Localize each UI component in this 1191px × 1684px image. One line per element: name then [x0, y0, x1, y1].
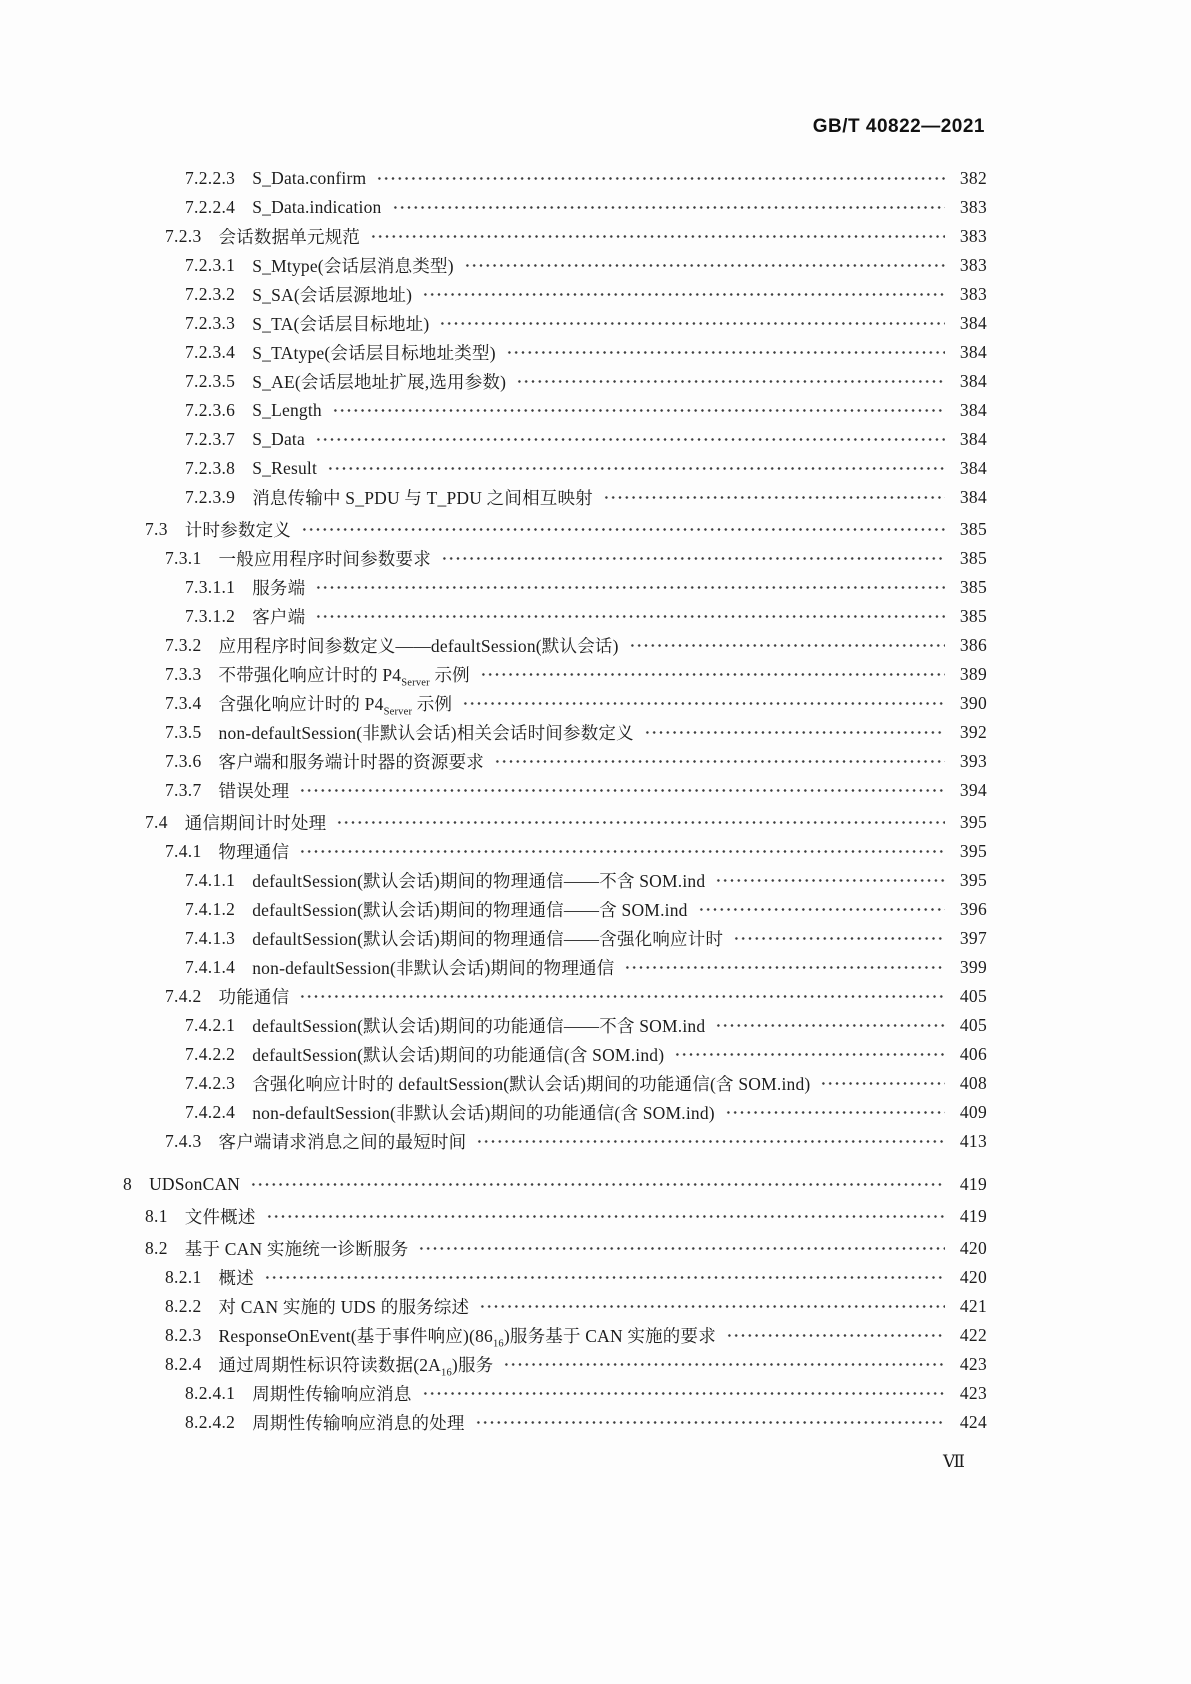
toc-leader-dots [418, 1234, 945, 1263]
toc-number: 7.4.1.1 [185, 870, 236, 890]
toc-page-number: 383 [959, 197, 987, 217]
toc-number: 8.1 [145, 1206, 168, 1226]
toc-page-number: 395 [959, 812, 987, 832]
toc-row [123, 396, 987, 425]
toc-number: 7.4.2.2 [185, 1044, 236, 1064]
toc-title: S_Data.indication [252, 197, 382, 217]
toc-row [123, 544, 987, 573]
toc-row [123, 776, 987, 805]
toc-page-number: 384 [959, 458, 987, 478]
toc-title: 功能通信 [218, 987, 290, 1007]
toc-page-number: 422 [959, 1325, 987, 1345]
toc-number: 7.3 [145, 519, 168, 539]
toc-row [123, 1263, 987, 1292]
toc-leader-dots [479, 1292, 945, 1321]
toc-row [123, 953, 987, 982]
toc-page-number: 384 [959, 342, 987, 362]
toc-page-number: 405 [959, 1015, 987, 1035]
toc-leader-dots [422, 280, 945, 309]
toc-page-number: 413 [959, 1131, 987, 1151]
toc-number: 7.4.1.2 [185, 899, 236, 919]
toc-title: 消息传输中 S_PDU 与 T_PDU 之间相互映射 [252, 488, 593, 508]
toc-page-number: 419 [959, 1206, 987, 1226]
toc-row [123, 515, 987, 544]
toc-row [123, 1040, 987, 1069]
toc-title: defaultSession(默认会话)期间的物理通信——含强化响应计时 [252, 929, 724, 949]
toc-leader-dots [475, 1408, 945, 1437]
toc-row [123, 808, 987, 837]
toc-row [123, 1202, 987, 1231]
toc-row [123, 222, 987, 251]
toc-row [123, 895, 987, 924]
toc-leader-dots [439, 309, 945, 338]
toc-page-number: 390 [959, 693, 987, 713]
toc-leader-dots [698, 895, 945, 924]
toc-leader-dots [674, 1040, 945, 1069]
toc-leader-dots [332, 396, 945, 425]
toc-page-number: 383 [959, 226, 987, 246]
toc-number: 7.4.2.1 [185, 1015, 236, 1035]
toc-row [123, 1127, 987, 1156]
toc-row [123, 193, 987, 222]
toc-leader-dots [820, 1069, 945, 1098]
toc-number: 7.2.2.3 [185, 168, 236, 188]
toc-number: 7.4.3 [165, 1131, 202, 1151]
toc-page-number: 424 [959, 1412, 987, 1432]
toc-title: non-defaultSession(非默认会话)期间的功能通信(含 SOM.ind) [252, 1103, 715, 1123]
toc-row [123, 454, 987, 483]
toc-page-number: 423 [959, 1354, 987, 1374]
toc-title: 周期性传输响应消息 [252, 1384, 412, 1404]
toc-title: 错误处理 [218, 781, 290, 801]
toc-row [123, 631, 987, 660]
toc-page-number: 420 [959, 1267, 987, 1287]
toc-page-number: 384 [959, 371, 987, 391]
toc-number: 7.4.1.3 [185, 928, 236, 948]
toc-number: 7.3.7 [165, 780, 202, 800]
toc-number: 7.2.3.6 [185, 400, 236, 420]
toc-title: S_Data [252, 429, 305, 449]
toc-title: S_Length [252, 400, 322, 420]
toc-page-number: 405 [959, 986, 987, 1006]
toc-leader-dots [516, 367, 945, 396]
toc-row [123, 1321, 987, 1350]
toc-title: 客户端请求消息之间的最短时间 [218, 1132, 467, 1152]
toc-leader-dots [422, 1379, 945, 1408]
toc-row [123, 425, 987, 454]
toc-leader-dots [464, 251, 945, 280]
toc-page-number: 408 [959, 1073, 987, 1093]
toc-leader-dots [733, 924, 945, 953]
toc-title: 一般应用程序时间参数要求 [218, 549, 431, 569]
toc-page-number: 399 [959, 957, 987, 977]
toc-page-number: 383 [959, 255, 987, 275]
toc-title: 周期性传输响应消息的处理 [252, 1413, 465, 1433]
toc-page-number: 385 [959, 606, 987, 626]
toc-title: S_AE(会话层地址扩展,选用参数) [252, 372, 507, 392]
toc-title: 概述 [218, 1268, 254, 1288]
toc-row [123, 309, 987, 338]
toc-title: 通信期间计时处理 [184, 813, 327, 833]
toc-leader-dots [503, 1350, 945, 1379]
toc-title: 会话数据单元规范 [218, 227, 361, 247]
toc-title: 含强化响应计时的 $P4_{Server}$ 示例 [218, 694, 453, 718]
toc-number: 7.3.4 [165, 693, 202, 713]
toc-number: 7.2.2.4 [185, 197, 236, 217]
toc-page-number: 423 [959, 1383, 987, 1403]
toc-number: 7.2.3.7 [185, 429, 236, 449]
toc-page-number: 389 [959, 664, 987, 684]
toc-page-number: 386 [959, 635, 987, 655]
toc-row [123, 1098, 987, 1127]
toc-row [123, 1292, 987, 1321]
toc-title: 客户端 [252, 607, 306, 627]
toc-title: 含强化响应计时的 defaultSession(默认会话)期间的功能通信(含 SOM.ind) [252, 1074, 811, 1094]
toc-number: 7.4.2.4 [185, 1102, 236, 1122]
toc-page-number: 406 [959, 1044, 987, 1064]
toc-leader-dots [603, 483, 945, 512]
toc-title: non-defaultSession(非默认会话)期间的物理通信 [252, 958, 615, 978]
toc-page-number: 382 [959, 168, 987, 188]
toc-number: 8.2.1 [165, 1267, 202, 1287]
toc-row [123, 1408, 987, 1437]
toc-number: 7.3.3 [165, 664, 202, 684]
toc-title: defaultSession(默认会话)期间的功能通信(含 SOM.ind) [252, 1045, 665, 1065]
toc-leader-dots [494, 747, 945, 776]
toc-leader-dots [392, 193, 945, 222]
toc-number: 7.2.3.8 [185, 458, 236, 478]
toc-list [123, 164, 987, 1437]
toc-page-number: 395 [959, 870, 987, 890]
toc-title: UDSonCAN [149, 1174, 241, 1194]
toc-leader-dots [715, 1011, 945, 1040]
toc-number: 8.2 [145, 1238, 168, 1258]
toc-page-number: 395 [959, 841, 987, 861]
toc-title: S_TAtype(会话层目标地址类型) [252, 343, 496, 363]
toc-leader-dots [715, 866, 945, 895]
toc-number: 7.4.2.3 [185, 1073, 236, 1093]
toc-title: S_TA(会话层目标地址) [252, 314, 430, 334]
toc-title: 通过周期性标识符读数据$(2A_{16})$服务 [218, 1355, 494, 1379]
toc-title: 对 CAN 实施的 UDS 的服务综述 [218, 1297, 470, 1317]
toc-number: 7.3.1.2 [185, 606, 236, 626]
toc-row [123, 483, 987, 512]
toc-leader-dots [726, 1321, 945, 1350]
toc-page-number: 385 [959, 577, 987, 597]
toc-title: S_Result [252, 458, 318, 478]
toc-number: 7.3.5 [165, 722, 202, 742]
toc-leader-dots [336, 808, 945, 837]
toc-leader-dots [480, 660, 945, 689]
toc-row [123, 1379, 987, 1408]
toc-row [123, 1350, 987, 1379]
toc-leader-dots [315, 425, 945, 454]
toc-number: 7.3.1.1 [185, 577, 236, 597]
toc-leader-dots [315, 573, 945, 602]
toc-number: 7.4.2 [165, 986, 202, 1006]
toc-number: 7.2.3.9 [185, 487, 236, 507]
toc-page-number: 420 [959, 1238, 987, 1258]
toc-title: S_Mtype(会话层消息类型) [252, 256, 454, 276]
toc-row [123, 164, 987, 193]
toc-number: 7.2.3.5 [185, 371, 236, 391]
toc-row [123, 1234, 987, 1263]
toc-row [123, 1069, 987, 1098]
toc-number: 7.2.3.1 [185, 255, 236, 275]
toc-number: 7.3.2 [165, 635, 202, 655]
toc-title: non-defaultSession(非默认会话)相关会话时间参数定义 [218, 723, 634, 743]
toc-title: ResponseOnEvent(基于事件响应)$(86_{16})$服务基于 CAN 实施的要求 [218, 1326, 716, 1350]
toc-number: 7.4 [145, 812, 168, 832]
toc-page-number: 384 [959, 429, 987, 449]
toc-number: 7.2.3 [165, 226, 202, 246]
toc-row [123, 1011, 987, 1040]
toc-page-number: 394 [959, 780, 987, 800]
toc-leader-dots [250, 1170, 945, 1199]
toc-title: 不带强化响应计时的 $P4_{Server}$ 示例 [218, 665, 470, 689]
toc-title: S_SA(会话层源地址) [252, 285, 413, 305]
toc-number: 7.3.6 [165, 751, 202, 771]
toc-page-number: 392 [959, 722, 987, 742]
toc-row [123, 718, 987, 747]
toc-number: 7.4.1 [165, 841, 202, 861]
page-number-footer: Ⅶ [943, 1452, 965, 1471]
toc-leader-dots [644, 718, 945, 747]
toc-title: S_Data.confirm [252, 168, 367, 188]
toc-leader-dots [264, 1263, 945, 1292]
toc-number: 7.2.3.3 [185, 313, 236, 333]
toc-leader-dots [376, 164, 945, 193]
toc-number: 8.2.4.1 [185, 1383, 236, 1403]
toc-number: 7.2.3.2 [185, 284, 236, 304]
toc-leader-dots [506, 338, 945, 367]
toc-row [123, 689, 987, 718]
toc-page-number: 421 [959, 1296, 987, 1316]
toc-row [123, 660, 987, 689]
toc-number: 7.3.1 [165, 548, 202, 568]
toc-row [123, 367, 987, 396]
toc-page-number: 384 [959, 487, 987, 507]
toc-page-number: 385 [959, 548, 987, 568]
toc-row [123, 866, 987, 895]
toc-title: 客户端和服务端计时器的资源要求 [218, 752, 484, 772]
toc-leader-dots [370, 222, 945, 251]
toc-leader-dots [299, 982, 945, 1011]
toc-page-number: 409 [959, 1102, 987, 1122]
toc-row [123, 338, 987, 367]
toc-row [123, 602, 987, 631]
toc-title: 物理通信 [218, 842, 290, 862]
toc-title: 计时参数定义 [184, 520, 291, 540]
toc-leader-dots [299, 837, 945, 866]
toc-number: 7.4.1.4 [185, 957, 236, 977]
toc-row [123, 747, 987, 776]
toc-page-number: 397 [959, 928, 987, 948]
toc-title: defaultSession(默认会话)期间的功能通信——不含 SOM.ind [252, 1016, 706, 1036]
toc-number: 8 [123, 1174, 133, 1194]
toc-number: 8.2.2 [165, 1296, 202, 1316]
toc-leader-dots [441, 544, 945, 573]
toc-leader-dots [462, 689, 945, 718]
toc-row [123, 251, 987, 280]
toc-title: 文件概述 [184, 1207, 256, 1227]
toc-leader-dots [315, 602, 945, 631]
toc-leader-dots [266, 1202, 945, 1231]
toc-leader-dots [327, 454, 945, 483]
toc-leader-dots [301, 515, 945, 544]
toc-leader-dots [725, 1098, 945, 1127]
toc-row [123, 280, 987, 309]
toc-title: 服务端 [252, 578, 306, 598]
toc-row [123, 982, 987, 1011]
toc-leader-dots [629, 631, 945, 660]
toc-number: 8.2.3 [165, 1325, 202, 1345]
toc-page-number: 383 [959, 284, 987, 304]
toc-row [123, 924, 987, 953]
toc-page-number: 384 [959, 400, 987, 420]
toc-leader-dots [299, 776, 945, 805]
toc-page-number: 396 [959, 899, 987, 919]
toc-number: 8.2.4.2 [185, 1412, 236, 1432]
toc-page-number: 393 [959, 751, 987, 771]
standard-number-header: GB/T 40822—2021 [812, 116, 985, 137]
toc-page-number: 385 [959, 519, 987, 539]
toc-title: 应用程序时间参数定义——defaultSession(默认会话) [218, 636, 619, 656]
toc-number: 8.2.4 [165, 1354, 202, 1374]
toc-number: 7.2.3.4 [185, 342, 236, 362]
toc-leader-dots [476, 1127, 945, 1156]
toc-page-number: 384 [959, 313, 987, 333]
toc-row [123, 837, 987, 866]
toc-leader-dots [624, 953, 945, 982]
toc-title: 基于 CAN 实施统一诊断服务 [184, 1239, 409, 1259]
toc-title: defaultSession(默认会话)期间的物理通信——含 SOM.ind [252, 900, 688, 920]
toc-title: defaultSession(默认会话)期间的物理通信——不含 SOM.ind [252, 871, 706, 891]
toc-row [123, 1170, 987, 1199]
toc-row [123, 573, 987, 602]
toc-page-number: 419 [959, 1174, 987, 1194]
